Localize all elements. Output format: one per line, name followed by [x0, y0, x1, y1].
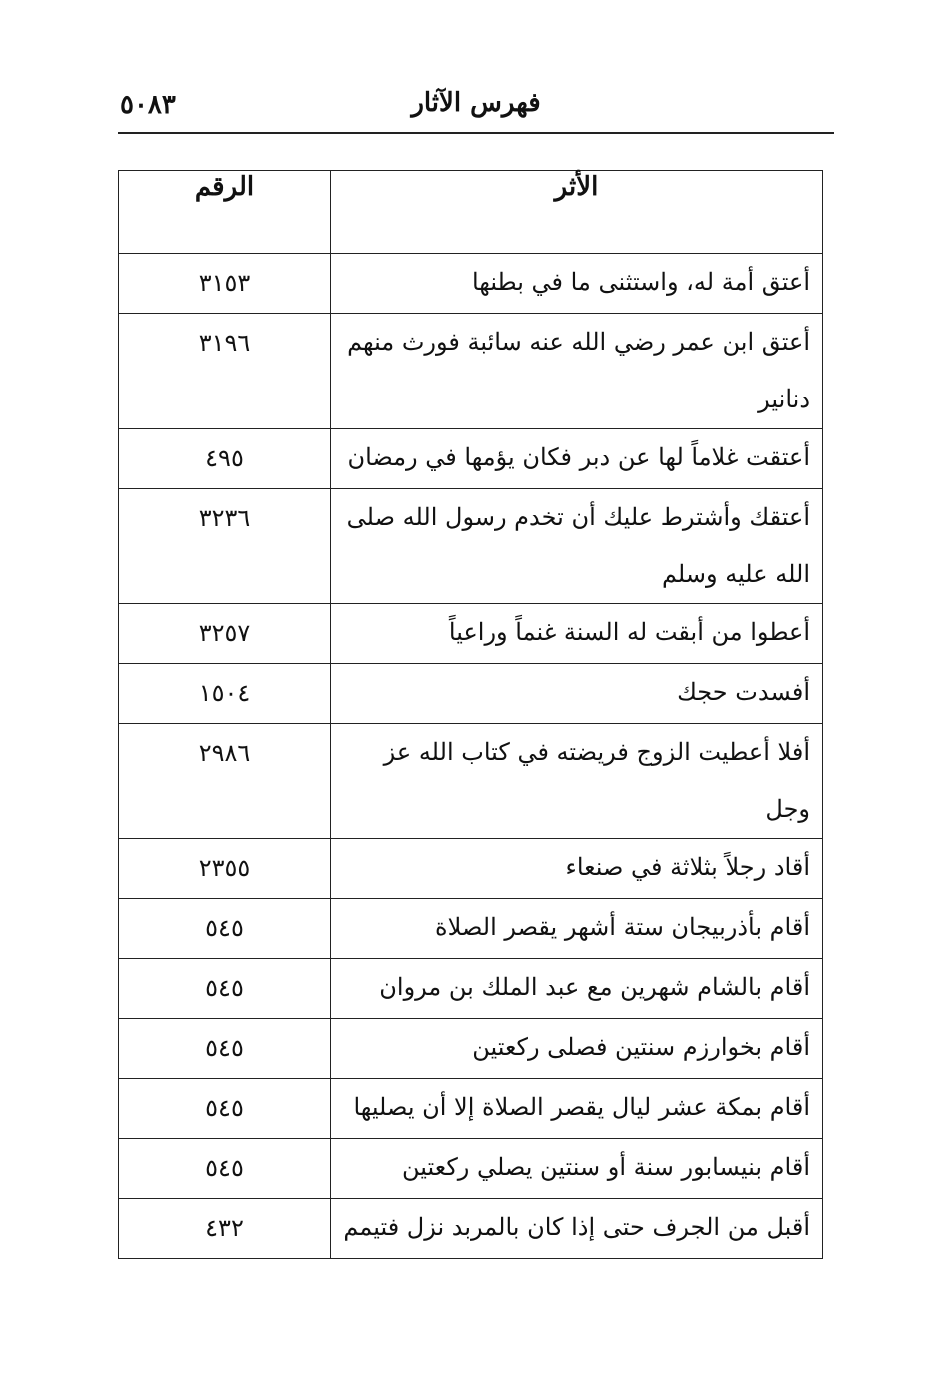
page-number: ٥٠٨٣ [120, 90, 176, 120]
athar-number: ١٥٠٤ [119, 664, 331, 724]
athar-text: أقام بنيسابور سنة أو سنتين يصلي ركعتين [331, 1139, 823, 1199]
athar-number: ٥٤٥ [119, 1079, 331, 1139]
table-row [119, 314, 823, 429]
athar-text: أقام بأذربيجان ستة أشهر يقصر الصلاة [331, 899, 823, 959]
athar-text: أعتق ابن عمر رضي الله عنه سائبة فورث منهم دنانير [331, 314, 823, 429]
table-header-row [119, 171, 823, 254]
athar-text: أقام بخوارزم سنتين فصلى ركعتين [331, 1019, 823, 1079]
athar-number: ٤٣٢ [119, 1199, 331, 1259]
athar-number: ٢٣٥٥ [119, 839, 331, 899]
athar-number: ٢٩٨٦ [119, 724, 331, 839]
athar-text: أفسدت حجك [331, 664, 823, 724]
table-row [119, 724, 823, 839]
athar-number: ٣١٥٣ [119, 254, 331, 314]
running-title: فهرس الآثار [411, 88, 541, 118]
table-row [119, 1079, 823, 1139]
table-row [119, 959, 823, 1019]
athar-text: أقبل من الجرف حتى إذا كان بالمربد نزل فتيمم [331, 1199, 823, 1259]
athar-number: ٣١٩٦ [119, 314, 331, 429]
table-row [119, 899, 823, 959]
athar-number: ٥٤٥ [119, 899, 331, 959]
athar-text: أعتقت غلاماً لها عن دبر فكان يؤمها في رمضان [331, 429, 823, 489]
athar-number: ٣٢٥٧ [119, 604, 331, 664]
athar-text: أقام بمكة عشر ليال يقصر الصلاة إلا أن يصليها [331, 1079, 823, 1139]
athar-text: أقاد رجلاً بثلاثة في صنعاء [331, 839, 823, 899]
table-row [119, 1019, 823, 1079]
athar-text: أعطوا من أبقت له السنة غنماً وراعياً [331, 604, 823, 664]
athar-text: أفلا أعطيت الزوج فريضته في كتاب الله عز وجل [331, 724, 823, 839]
athar-index-table [118, 170, 823, 1259]
athar-number: ٣٢٣٦ [119, 489, 331, 604]
table-row [119, 489, 823, 604]
page-header [118, 88, 834, 134]
athar-number: ٥٤٥ [119, 1139, 331, 1199]
table-row [119, 839, 823, 899]
column-header-athar: الأثر [331, 171, 823, 254]
athar-number: ٥٤٥ [119, 959, 331, 1019]
table-row [119, 254, 823, 314]
column-header-number: الرقم [119, 171, 331, 254]
athar-text: أقام بالشام شهرين مع عبد الملك بن مروان [331, 959, 823, 1019]
table-row [119, 604, 823, 664]
athar-text: أعتق أمة له، واستثنى ما في بطنها [331, 254, 823, 314]
table-row [119, 1199, 823, 1259]
athar-text: أعتقك وأشترط عليك أن تخدم رسول الله صلى الله عليه وسلم [331, 489, 823, 604]
table-row [119, 1139, 823, 1199]
table-row [119, 429, 823, 489]
athar-number: ٥٤٥ [119, 1019, 331, 1079]
table-row [119, 664, 823, 724]
athar-number: ٤٩٥ [119, 429, 331, 489]
